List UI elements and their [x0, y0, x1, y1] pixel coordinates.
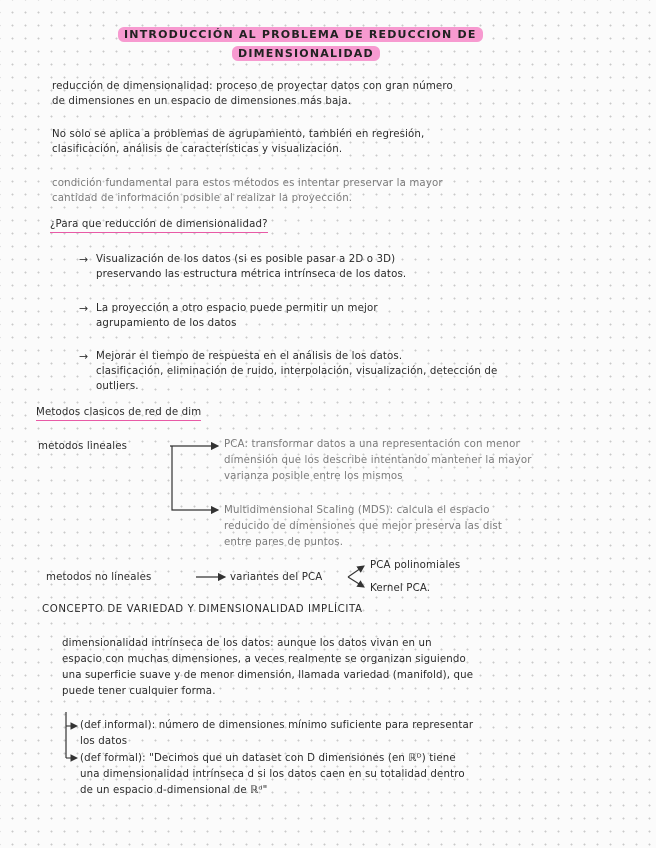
- bullet-3-line-2: clasificación, eliminación de ruido, interpolación, visualización, detección de: [96, 366, 498, 377]
- concept-line-3: una superficie suave y de menor dimensión, llamada variedad (manifold), que: [62, 670, 474, 681]
- intro-line-2: de dimensiones en un espacio de dimensiones más baja.: [52, 96, 352, 107]
- pca-polynomial-label: PCA polinomiales: [370, 560, 461, 571]
- condition-line-1: condición fundamental para estos métodos es intentar preservar la mayor: [52, 178, 443, 189]
- bullet-1-line-2: preservando las estructura métrica intrínseca de los datos.: [96, 269, 407, 280]
- applies-line-1: No solo se aplica a problemas de agrupamiento, también en regresión,: [52, 129, 425, 140]
- def-formal-line-2: una dimensionalidad intrínseca d si los datos caen en su totalidad dentro: [80, 769, 465, 780]
- condition-line-2: cantidad de información posible al realizar la proyección.: [52, 193, 353, 204]
- mds-line-1: Multidimensional Scaling (MDS): calcula el espacio: [224, 505, 490, 516]
- branch-down: [348, 577, 364, 587]
- pca-line-3: varianza posible entre los mismos: [224, 471, 403, 482]
- pca-line-1: PCA: transformar datos a una representación con menor: [224, 439, 520, 450]
- concept-line-1: dimensionalidad intrínseca de los datos: aunque los datos vivan en un: [62, 638, 432, 649]
- pca-variants-label: variantes del PCA: [230, 572, 323, 583]
- why-heading: ¿Para que reducción de dimensionalidad?: [50, 218, 268, 233]
- bullet-3-line-1: Mejorar el tiempo de respuesta en el análisis de los datos.: [96, 351, 403, 362]
- bullet-1-line-1: Visualización de los datos (si es posible pasar a 2D o 3D): [96, 254, 396, 265]
- nonlinear-methods-label: metodos no lineales: [46, 572, 152, 583]
- linear-methods-label: metodos lineales: [38, 441, 128, 452]
- concept-line-4: puede tener cualquier forma.: [62, 686, 216, 697]
- pca-line-2: dimensión que los describe intentando mantener la mayor: [224, 455, 532, 466]
- concept-line-2: espacio con muchas dimensiones, a veces realmente se organizan siguiendo: [62, 654, 466, 665]
- arrow-to-mds: [172, 446, 218, 510]
- arrow-icon: →: [79, 302, 89, 315]
- classic-methods-heading: Metodos clasicos de red de dim: [36, 406, 201, 421]
- def-informal-line-1: (def informal): número de dimensiones mínimo suficiente para representar: [80, 720, 474, 731]
- title-line-2: DIMENSIONALIDAD: [232, 46, 380, 61]
- title-line-1: INTRODUCCIÓN AL PROBLEMA DE REDUCCION DE: [118, 27, 483, 42]
- mds-line-2: reducido de dimensiones que mejor preserva las dist: [224, 521, 503, 532]
- def-informal-line-2: los datos: [80, 736, 128, 747]
- bullet-3-line-3: outliers.: [96, 381, 139, 392]
- mds-line-3: entre pares de puntos.: [224, 537, 344, 548]
- branch-up: [348, 566, 364, 577]
- def-formal-line-3: de un espacio d-dimensional de ℝᵈ": [80, 785, 268, 796]
- bullet-2-line-2: agrupamiento de los datos: [96, 318, 237, 329]
- bullet-2-line-1: La proyección a otro espacio puede permitir un mejor: [96, 303, 378, 314]
- concept-heading: CONCEPTO DE VARIEDAD Y DIMENSIONALIDAD IMPLÍCITA: [42, 604, 363, 615]
- intro-line-1: reducción de dimensionalidad: proceso de proyectar datos con gran número: [52, 81, 453, 92]
- def-formal-line-1: (def formal): "Decimos que un dataset con D dimensiones (en ℝᴰ) tiene: [80, 753, 456, 764]
- applies-line-2: clasificación, análisis de características y visualización.: [52, 144, 343, 155]
- kernel-pca-label: Kernel PCA.: [370, 583, 431, 594]
- arrow-icon: →: [79, 253, 89, 266]
- arrow-icon: →: [79, 350, 89, 363]
